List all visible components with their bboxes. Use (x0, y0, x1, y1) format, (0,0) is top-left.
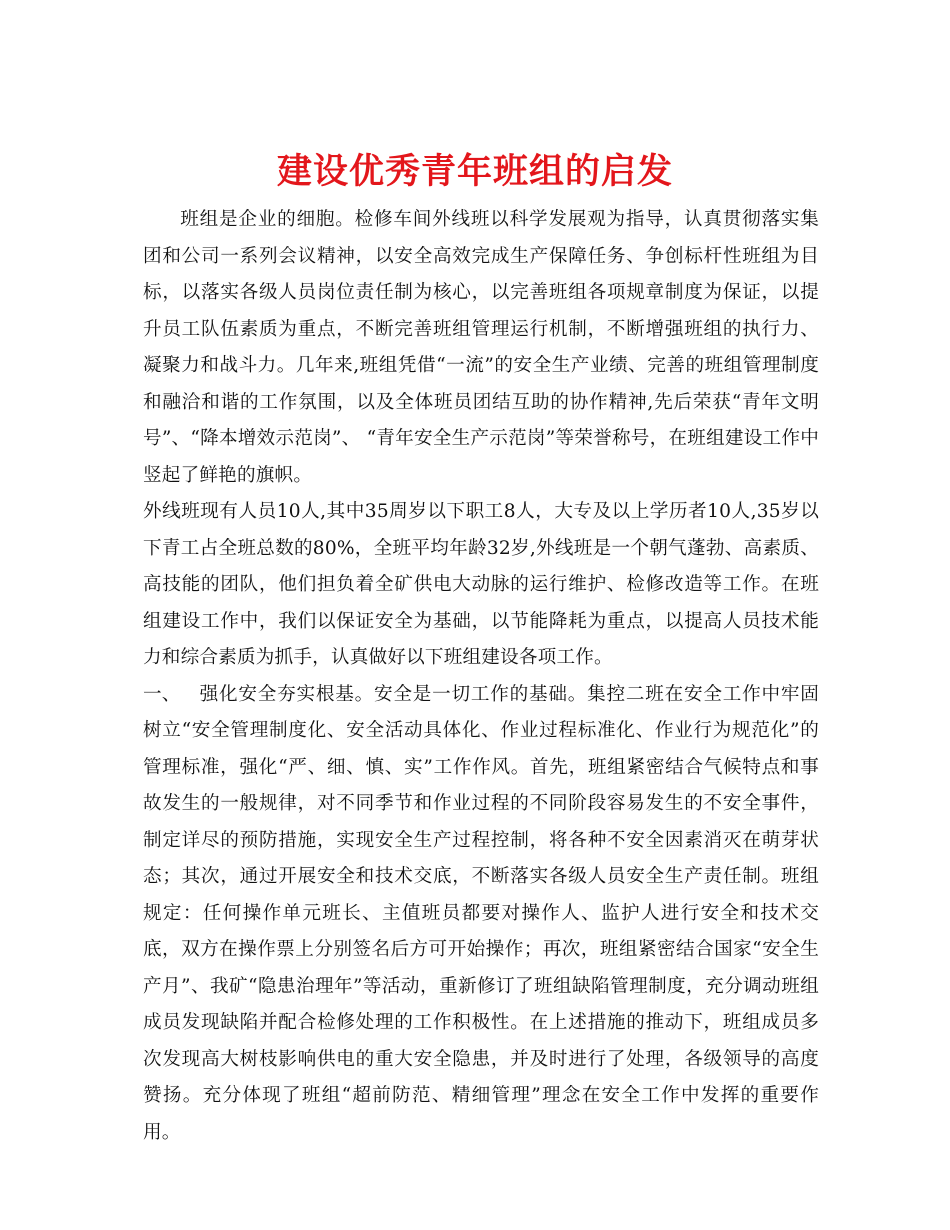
document-title: 建设优秀青年班组的启发 (276, 151, 673, 193)
section-number: 一、 (143, 683, 181, 705)
paragraph-team-profile: 外线班现有人员10人,其中35周岁以下职工8人，大专及以上学历者10人,35岁以下青工占全班总数的80%，全班平均年龄32岁,外线班是一个朝气蓬勃、高素质、高技能的团队，他们担负着全矿供电大动脉的运行维护、检修改造等工作。在班组建设工作中，我们以保证安全为基础，以节能降耗为重点，以提高人员技术能力和综合素质为抓手，认真做好以下班组建设各项工作。 (143, 501, 819, 668)
paragraph-section-one (143, 677, 819, 1152)
section-text: 强化安全夯实根基。安全是一切工作的基础。集控二班在安全工作中牢固树立“安全管理制度化、安全活动具体化、作业过程标准化、作业行为规范化”的管理标准，强化“严、细、慎、实”工作作风。首先，班组紧密结合气候特点和事故发生的一般规律，对不同季节和作业过程的不同阶段容易发生的不安全事件，制定详尽的预防措施，实现安全生产过程控制，将各种不安全因素消灭在萌芽状态；其次，通过开展安全和技术交底，不断落实各级人员安全生产责任制。班组规定：任何操作单元班长、主值班员都要对操作人、监护人进行安全和技术交底，双方在操作票上分别签名后方可开始操作；再次，班组紧密结合国家“安全生产月”、我矿“隐患治理年”等活动，重新修订了班组缺陷管理制度，充分调动班组成员发现缺陷并配合检修处理的工作积极性。在上述措施的推动下，班组成员多次发现高大树枝影响供电的重大安全隐患，并及时进行了处理，各级领导的高度赞扬。充分体现了班组“超前防范、精细管理”理念在安全工作中发挥的重要作用。 (143, 683, 819, 1143)
paragraph-intro: 班组是企业的细胞。检修车间外线班以科学发展观为指导，认真贯彻落实集团和公司一系列会议精神，以安全高效完成生产保障任务、争创标杆性班组为目标，以落实各级人员岗位责任制为核心，以完善班组各项规章制度为保证，以提升员工队伍素质为重点，不断完善班组管理运行机制，不断增强班组的执行力、凝聚力和战斗力。几年来,班组凭借“一流”的安全生产业绩、完善的班组管理制度和融洽和谐的工作氛围，以及全体班员团结互助的协作精神,先后荣获“青年文明号”、“降本增效示范岗”、 “青年安全生产示范岗”等荣誉称号，在班组建设工作中竖起了鲜艳的旗帜。 (143, 209, 819, 486)
document-body (143, 202, 819, 1151)
